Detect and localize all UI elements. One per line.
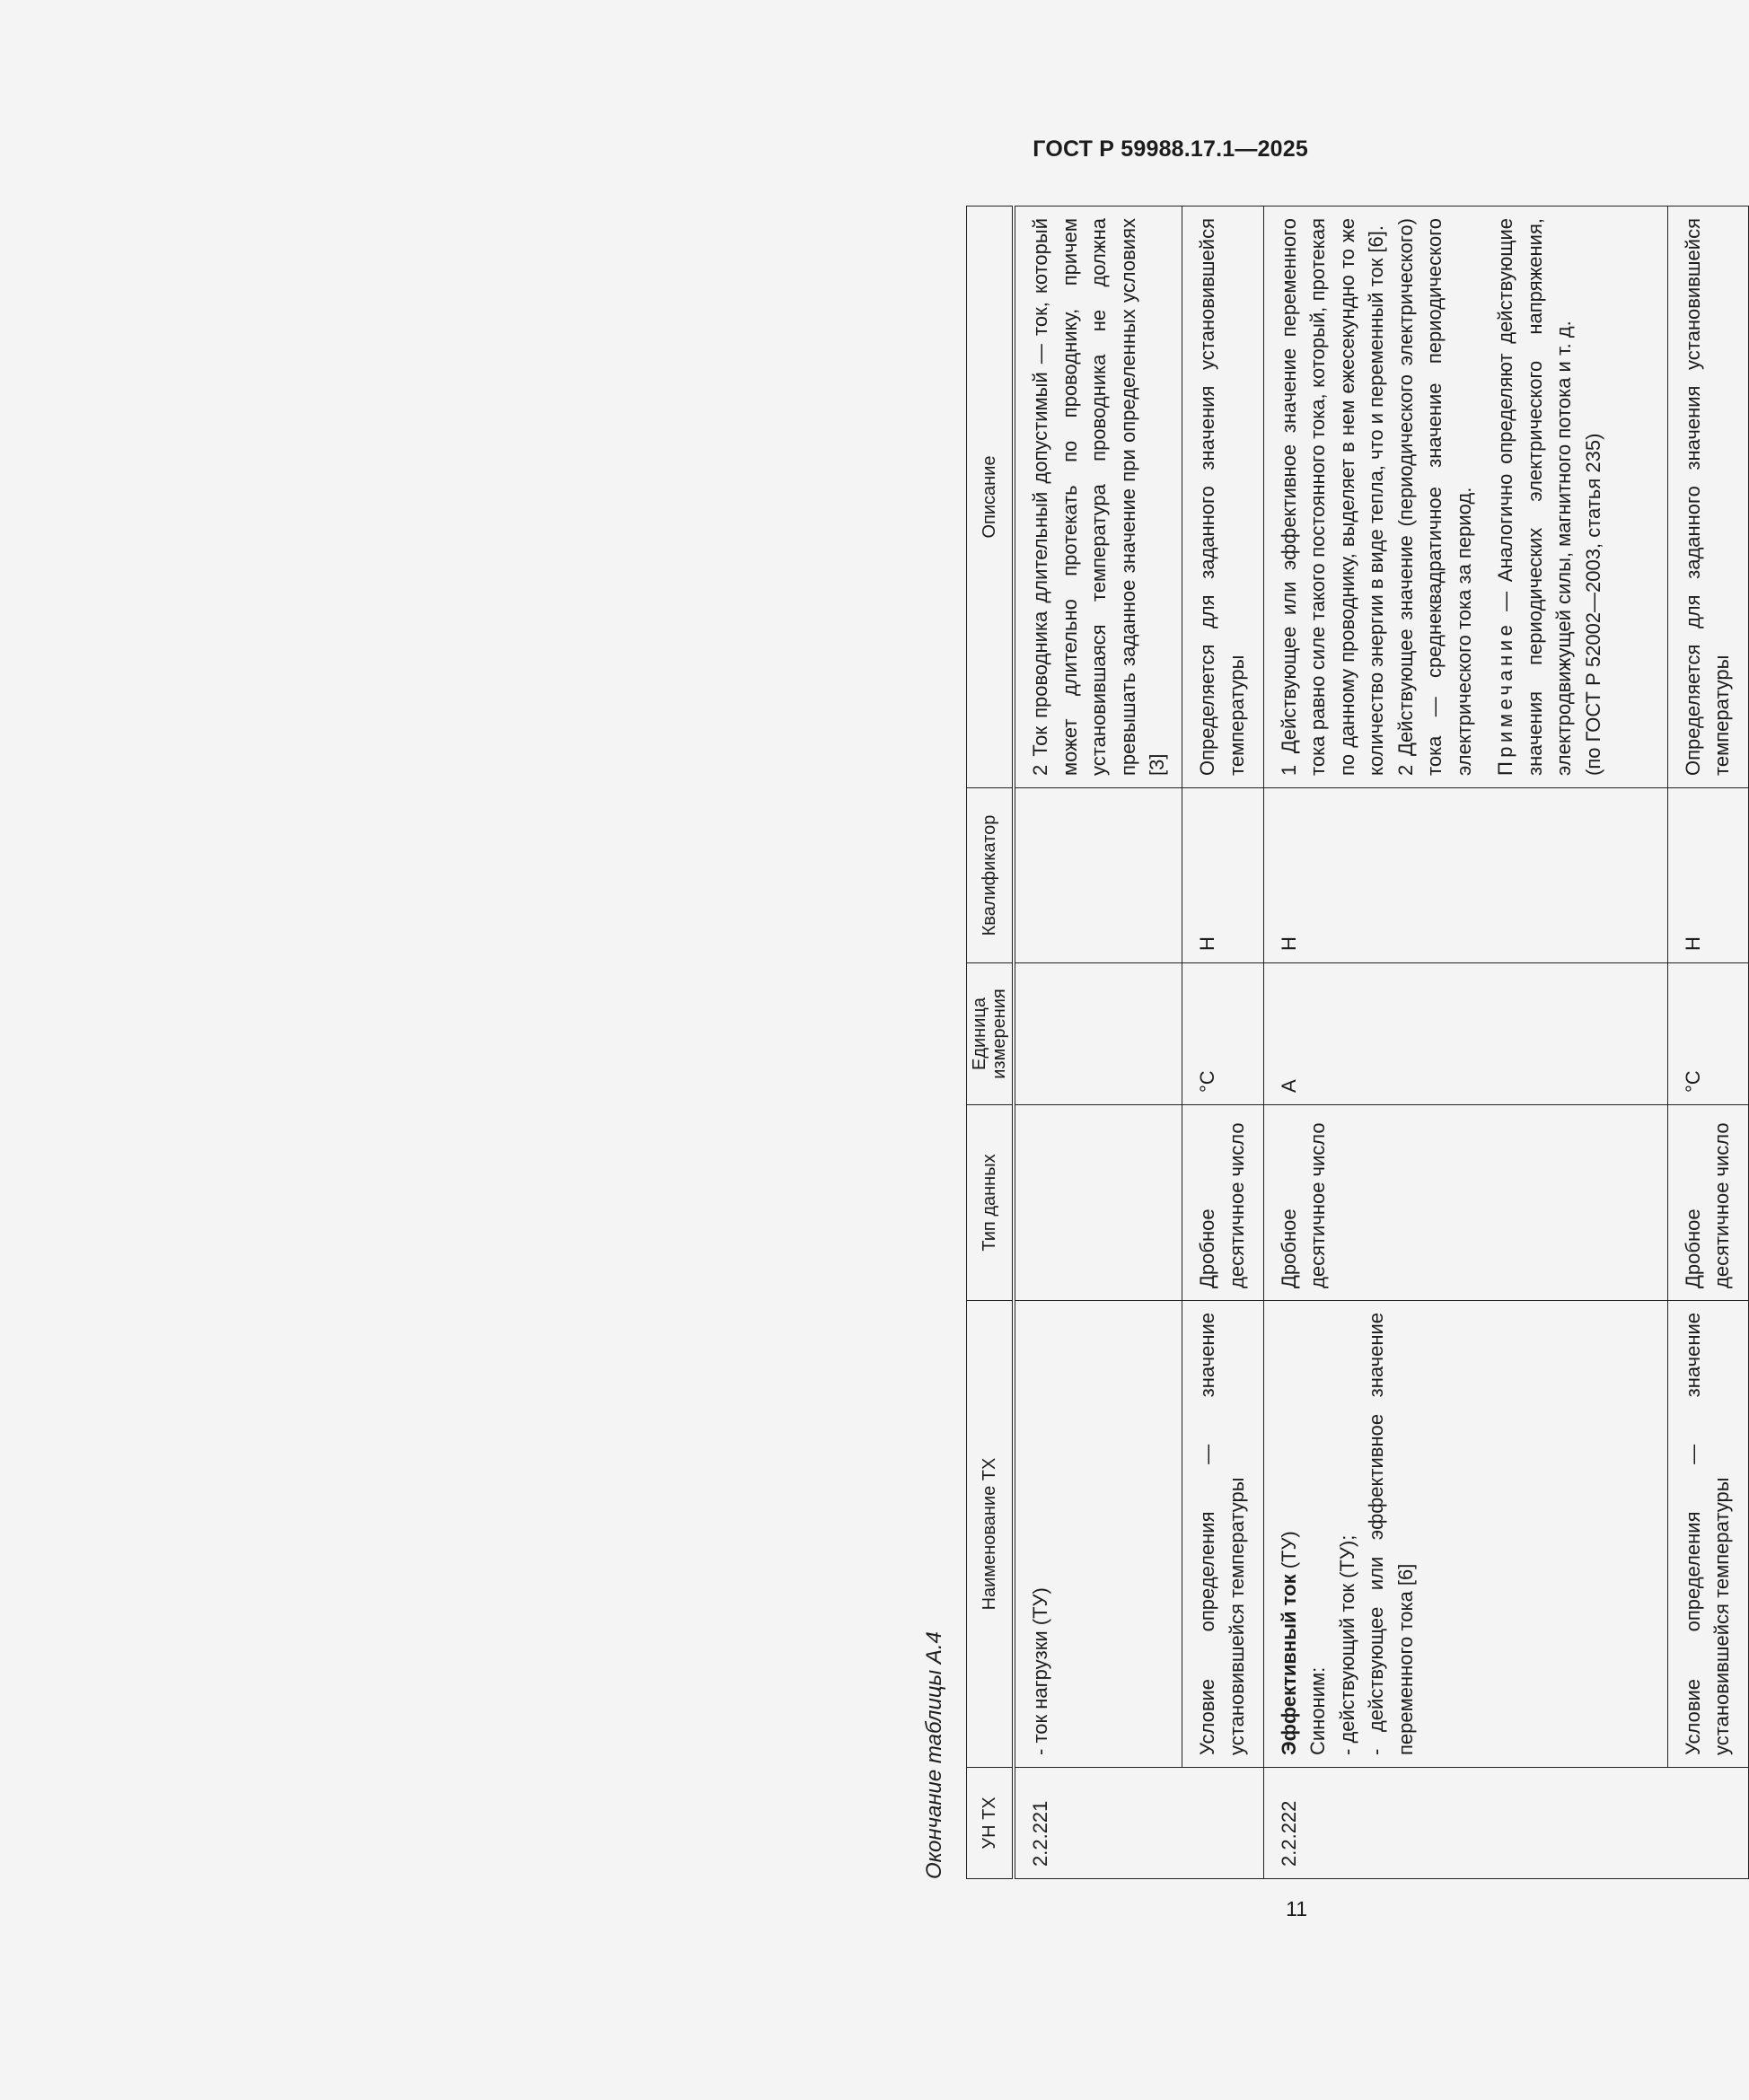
- cell-type: Дробное десятичное число: [1667, 1105, 1748, 1301]
- cell-name: Условие определения — значение установившейся температуры: [1182, 1301, 1263, 1768]
- note: [1491, 218, 1579, 776]
- cell-description: 2 Ток проводника длительный допустимый — ток, который может длительно протекать по проводнику, причем установившаяся температура проводника не должна превышать заданное значение при определенных условиях [3]: [1014, 206, 1182, 788]
- table-row: [1667, 206, 1748, 1879]
- document-id: ГОСТ Р 59988.17.1—2025: [1033, 136, 1308, 162]
- cell-qualifier: Н: [1182, 788, 1263, 963]
- note-label: Примечание: [1494, 620, 1517, 776]
- header-unit: Единица измерения: [967, 963, 1015, 1105]
- cell-description: Определяется для заданного значения установившейся температуры: [1667, 206, 1748, 788]
- header-type: Тип данных: [967, 1105, 1015, 1301]
- note-text: — Аналогично определяют действующие значения периодических электрического напряжения, электродвижущей силы, магнитного потока и т. д.: [1494, 218, 1576, 776]
- cell-unit: °С: [1667, 963, 1748, 1105]
- synonym-label: Синоним:: [1306, 1666, 1330, 1755]
- cell-id: 2.2.222: [1263, 1768, 1748, 1879]
- table-row: [1182, 206, 1263, 1879]
- cell-unit: [1014, 963, 1182, 1105]
- cell-type: [1014, 1105, 1182, 1301]
- desc-paragraph-2: 2 Действующее значение (периодического электрического) тока — среднеквадратичное значение периодического электрического тока за период.: [1393, 218, 1475, 776]
- table-row: [1014, 206, 1182, 1879]
- header-description: Описание: [967, 206, 1015, 788]
- header-id: УН ТХ: [967, 1768, 1015, 1879]
- cell-id: 2.2.221: [1014, 1768, 1263, 1879]
- synonym-2: - действующее или эффективное значение переменного тока [6]: [1365, 1313, 1417, 1755]
- cell-qualifier: [1014, 788, 1182, 963]
- rotated-table-block: [921, 0, 1740, 1879]
- term-bold: Эффективный ток: [1277, 1574, 1300, 1755]
- cell-type: Дробное десятичное число: [1182, 1105, 1263, 1301]
- table-row: [1263, 206, 1667, 1879]
- table-header-row: [967, 206, 1015, 1879]
- cell-name: Условие определения — значение установившейся температуры: [1667, 1301, 1748, 1768]
- note-source: (по ГОСТ Р 52002—2003, статья 235): [1581, 433, 1604, 776]
- cell-description: Определяется для заданного значения установившейся температуры: [1182, 206, 1263, 788]
- cell-qualifier: Н: [1263, 788, 1667, 963]
- header-name: Наименование ТХ: [967, 1301, 1015, 1768]
- header-qualifier: Квалификатор: [967, 788, 1015, 963]
- term-suffix: (ТУ): [1277, 1531, 1300, 1575]
- cell-name: - ток нагрузки (ТУ): [1014, 1301, 1182, 1768]
- cell-type: Дробное десятичное число: [1263, 1105, 1667, 1301]
- cell-description: [1263, 206, 1667, 788]
- desc-paragraph-1: 1 Действующее или эффективное значение переменного тока равно силе такого постоянного тока, который, протекая по данному проводнику, выделяет в нем ежесекундно то же количество энергии в виде тепла, что и переменный ток [6].: [1277, 218, 1388, 776]
- cell-unit: А: [1263, 963, 1667, 1105]
- page-number: 11: [1286, 1897, 1307, 1920]
- table-caption: Окончание таблицы А.4: [922, 1631, 946, 1879]
- cell-name: [1263, 1301, 1667, 1768]
- cell-qualifier: Н: [1667, 788, 1748, 963]
- synonym-1: - действующий ток (ТУ);: [1335, 1534, 1358, 1755]
- cell-unit: °С: [1182, 963, 1263, 1105]
- characteristics-table: [966, 206, 1749, 1879]
